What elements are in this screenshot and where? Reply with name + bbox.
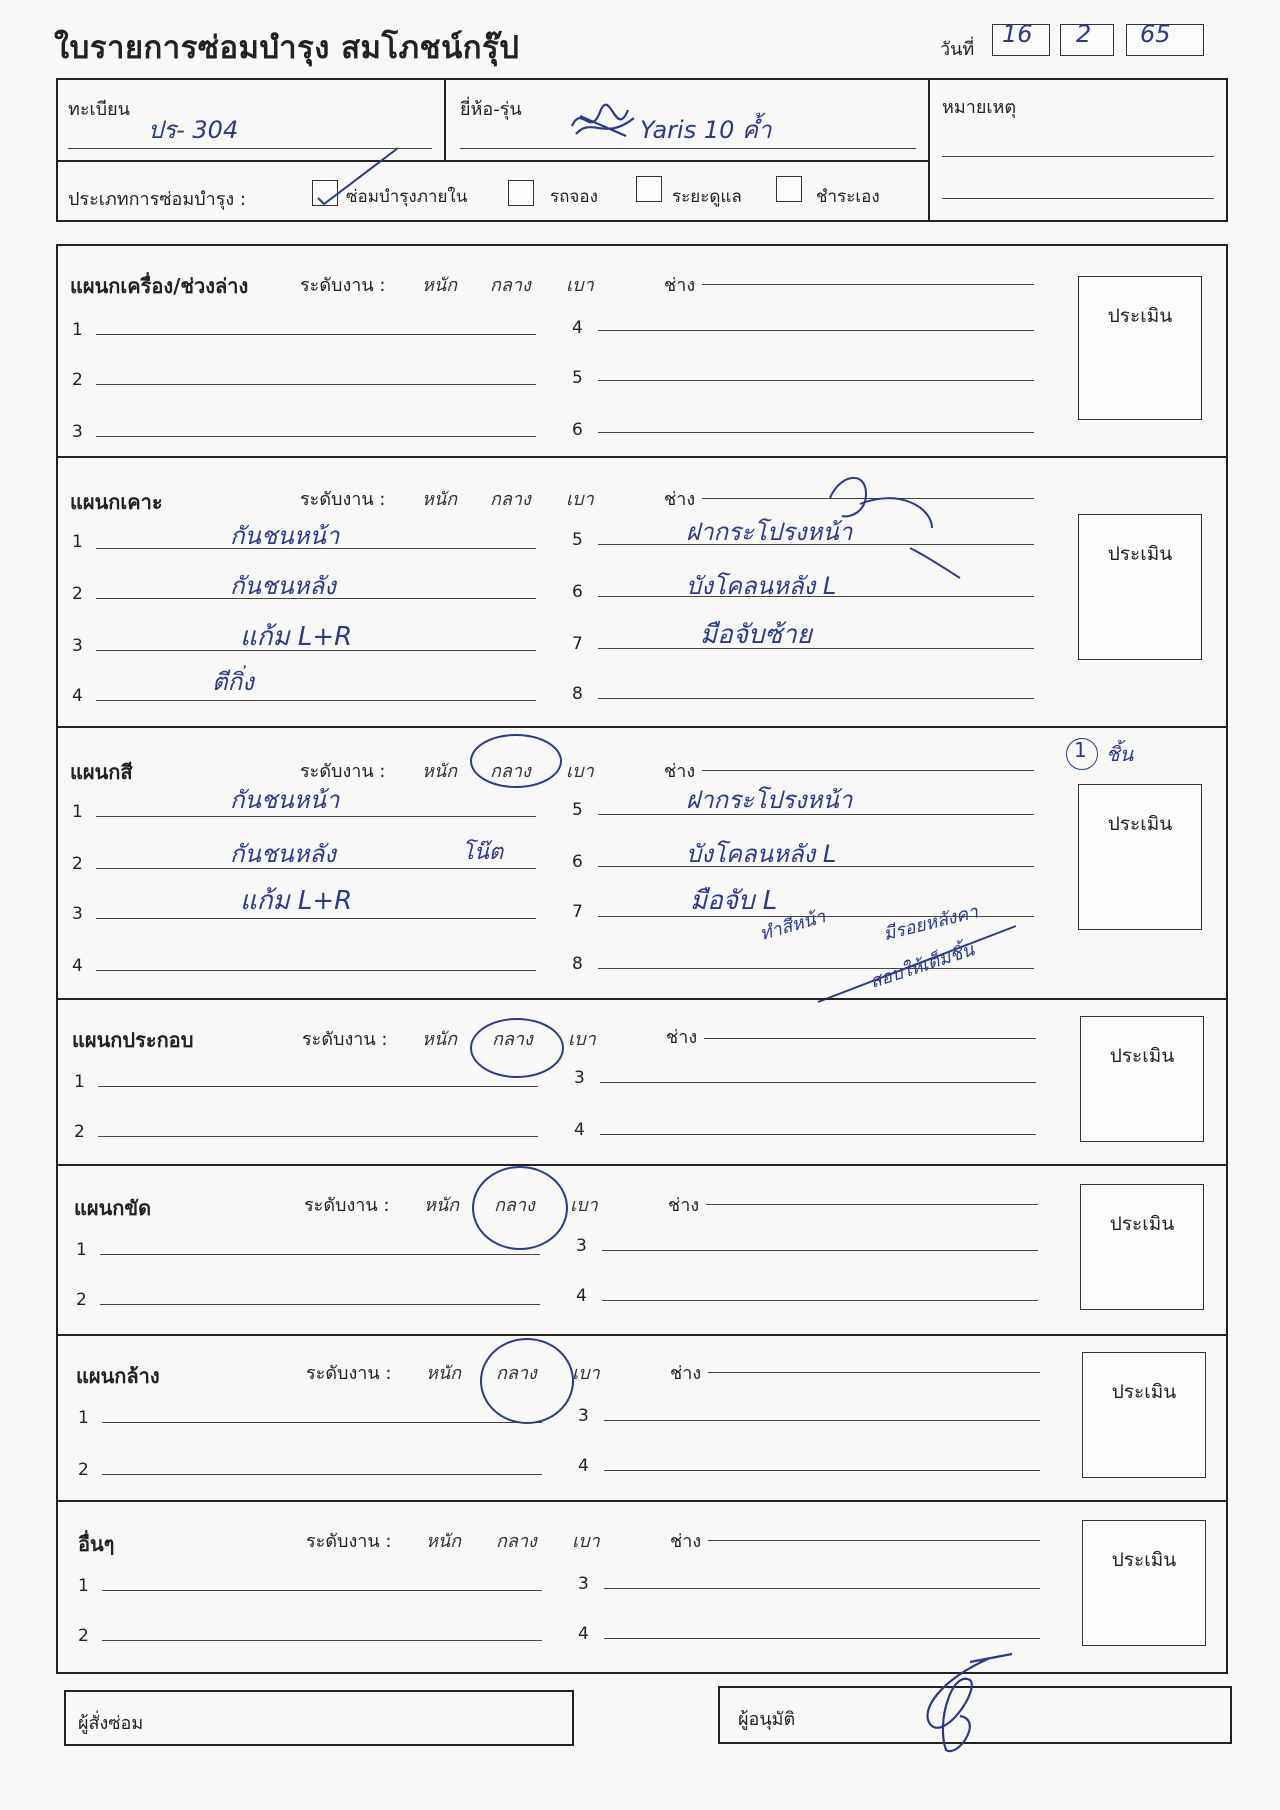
handwritten-entry: ตีกิ่ง bbox=[212, 668, 254, 696]
approver-label: ผู้อนุมัติ bbox=[738, 1709, 796, 1730]
row-line bbox=[598, 648, 1034, 649]
row-number: 2 bbox=[76, 1290, 87, 1310]
handwritten-entry: แก้ม L+R bbox=[240, 886, 353, 916]
eval-label: ประเมิน bbox=[1109, 1045, 1175, 1067]
level-medium: กลาง bbox=[496, 1363, 537, 1384]
eval-label: ประเมิน bbox=[1111, 1381, 1177, 1403]
repair-type-checkbox[interactable] bbox=[636, 176, 662, 202]
level-light: เบา bbox=[572, 1363, 600, 1384]
row-number: 4 bbox=[572, 318, 583, 338]
section-assembly-title: แผนกประกอบ bbox=[72, 1028, 194, 1052]
level-medium: กลาง bbox=[492, 1029, 533, 1050]
section-wash-title: แผนกล้าง bbox=[76, 1364, 160, 1388]
row-number: 2 bbox=[72, 854, 83, 874]
row-number: 3 bbox=[574, 1068, 585, 1088]
tech-label: ช่าง bbox=[664, 489, 696, 510]
row-line bbox=[96, 700, 536, 701]
diagonal-note: สอบให้เต็มชิ้น bbox=[867, 939, 977, 993]
handwritten-entry: มือจับ L bbox=[690, 886, 778, 916]
level-light: เบา bbox=[568, 1029, 596, 1050]
row-line bbox=[604, 1588, 1040, 1589]
remark-line bbox=[942, 156, 1214, 157]
remark-line bbox=[942, 198, 1214, 199]
tech-label: ช่าง bbox=[668, 1195, 700, 1216]
row-line bbox=[102, 1640, 542, 1641]
row-number: 6 bbox=[572, 852, 583, 872]
repair-type-checkbox[interactable] bbox=[776, 176, 802, 202]
handwritten-entry: กันชนหลัง bbox=[230, 840, 336, 868]
eval-box[interactable] bbox=[1080, 1184, 1204, 1310]
level-label: ระดับงาน : bbox=[300, 489, 386, 510]
row-line bbox=[602, 1300, 1038, 1301]
eval-label: ประเมิน bbox=[1109, 1213, 1175, 1235]
repair-type-label: ประเภทการซ่อมบำรุง : bbox=[68, 189, 246, 210]
row-line bbox=[96, 384, 536, 385]
tech-line bbox=[708, 1372, 1040, 1373]
row-number: 3 bbox=[578, 1574, 589, 1594]
row-line bbox=[96, 436, 536, 437]
eval-box[interactable] bbox=[1082, 1520, 1206, 1646]
row-line bbox=[100, 1304, 540, 1305]
handwritten-entry: ฝากระโปรงหน้า bbox=[686, 518, 853, 546]
row-number: 4 bbox=[72, 686, 83, 706]
row-line bbox=[100, 1254, 540, 1255]
brand-underline bbox=[460, 148, 916, 149]
row-number: 3 bbox=[72, 422, 83, 442]
level-medium-circle bbox=[470, 734, 562, 788]
row-line bbox=[96, 334, 536, 335]
date-day-value: 16 bbox=[1002, 20, 1033, 48]
row-number: 1 bbox=[72, 532, 83, 552]
section-divider bbox=[56, 1334, 1228, 1336]
level-label: ระดับงาน : bbox=[302, 1029, 388, 1050]
row-number: 1 bbox=[74, 1072, 85, 1092]
remark-label: หมายเหตุ bbox=[942, 97, 1017, 118]
level-heavy: หนัก bbox=[424, 1195, 460, 1216]
tech-label: ช่าง bbox=[666, 1027, 698, 1048]
diagonal-note: มีรอยหลังคา bbox=[881, 901, 981, 946]
row-line bbox=[604, 1638, 1040, 1639]
handwritten-entry: บังโคลนหลัง L bbox=[686, 840, 837, 868]
row-line bbox=[98, 1086, 538, 1087]
section-divider bbox=[56, 726, 1228, 728]
row-number: 5 bbox=[572, 800, 583, 820]
level-medium-circle bbox=[470, 1018, 564, 1078]
level-medium: กลาง bbox=[490, 275, 531, 296]
handwritten-entry: แก้ม L+R bbox=[240, 622, 353, 652]
tech-label: ช่าง bbox=[664, 275, 696, 296]
date-month-value: 2 bbox=[1076, 20, 1092, 48]
repair-type-option: รถจอง bbox=[550, 187, 598, 207]
handwritten-entry: บังโคลนหลัง L bbox=[686, 572, 837, 600]
row-line bbox=[598, 698, 1034, 699]
level-heavy: หนัก bbox=[422, 1029, 458, 1050]
tech-label: ช่าง bbox=[670, 1531, 702, 1552]
row-number: 8 bbox=[572, 684, 583, 704]
level-label: ระดับงาน : bbox=[306, 1531, 392, 1552]
row-number: 2 bbox=[78, 1460, 89, 1480]
level-label: ระดับงาน : bbox=[300, 275, 386, 296]
row-line bbox=[598, 330, 1034, 331]
tech-line bbox=[702, 770, 1034, 771]
handwriting-loop-mark bbox=[670, 468, 970, 608]
row-number: 1 bbox=[76, 1240, 87, 1260]
level-light: เบา bbox=[566, 489, 594, 510]
level-medium-circle bbox=[480, 1338, 574, 1424]
row-number: 3 bbox=[578, 1406, 589, 1426]
requester-label: ผู้สั่งซ่อม bbox=[78, 1713, 144, 1734]
repair-type-checkbox[interactable] bbox=[508, 180, 534, 206]
row-number: 1 bbox=[78, 1408, 89, 1428]
row-line bbox=[102, 1590, 542, 1591]
brand-value: Yaris 10 ค้ำ bbox=[640, 116, 772, 144]
reg-value: ปร- 304 bbox=[148, 116, 239, 144]
level-light: เบา bbox=[572, 1531, 600, 1552]
tech-label: ช่าง bbox=[670, 1363, 702, 1384]
row-number: 4 bbox=[578, 1624, 589, 1644]
row-number: 2 bbox=[72, 584, 83, 604]
row-line bbox=[102, 1474, 542, 1475]
level-medium: กลาง bbox=[494, 1195, 535, 1216]
eval-box[interactable] bbox=[1078, 784, 1202, 930]
row-line bbox=[598, 380, 1034, 381]
row-number: 8 bbox=[572, 954, 583, 974]
row-number: 4 bbox=[574, 1120, 585, 1140]
tech-line bbox=[702, 284, 1034, 285]
row-number: 5 bbox=[572, 368, 583, 388]
handwritten-entry: กันชนหลัง bbox=[230, 572, 336, 600]
row-number: 6 bbox=[572, 420, 583, 440]
level-heavy: หนัก bbox=[422, 275, 458, 296]
handwritten-entry: ฝากระโปรงหน้า bbox=[686, 786, 853, 814]
approver-signature bbox=[900, 1650, 1020, 1760]
row-number: 2 bbox=[72, 370, 83, 390]
eval-label: ประเมิน bbox=[1107, 543, 1173, 565]
level-heavy: หนัก bbox=[426, 1531, 462, 1552]
section-paint-title: แผนกสี bbox=[70, 760, 133, 784]
level-light: เบา bbox=[570, 1195, 598, 1216]
row-line bbox=[600, 1082, 1036, 1083]
form-title: ใบรายการซ่อมบำรุง สมโภชน์กรุ๊ป bbox=[54, 30, 520, 66]
level-heavy: หนัก bbox=[422, 489, 458, 510]
row-line bbox=[598, 432, 1034, 433]
handwritten-entry: กันชนหน้า bbox=[230, 786, 340, 814]
margin-note: โน๊ต bbox=[462, 840, 504, 865]
row-line bbox=[600, 1134, 1036, 1135]
section-divider bbox=[56, 998, 1228, 1000]
section-body-title: แผนกเคาะ bbox=[70, 490, 163, 514]
reg-label: ทะเบียน bbox=[68, 99, 130, 120]
count-number: 1 bbox=[1074, 738, 1087, 762]
eval-box[interactable] bbox=[1078, 514, 1202, 660]
row-number: 3 bbox=[72, 904, 83, 924]
section-divider bbox=[56, 1164, 1228, 1166]
repair-type-option: ซ่อมบำรุงภายใน bbox=[346, 187, 468, 207]
section-engine-title: แผนกเครื่อง/ช่วงล่าง bbox=[70, 274, 249, 298]
row-number: 3 bbox=[72, 636, 83, 656]
row-number: 2 bbox=[74, 1122, 85, 1142]
row-number: 7 bbox=[572, 902, 583, 922]
row-number: 5 bbox=[572, 530, 583, 550]
row-line bbox=[602, 1250, 1038, 1251]
level-medium: กลาง bbox=[490, 489, 531, 510]
row-number: 4 bbox=[578, 1456, 589, 1476]
eval-box[interactable] bbox=[1078, 276, 1202, 420]
repair-type-option: ระยะดูแล bbox=[672, 187, 742, 207]
divider bbox=[444, 78, 446, 160]
row-line bbox=[604, 1420, 1040, 1421]
row-line bbox=[96, 970, 536, 971]
row-number: 2 bbox=[78, 1626, 89, 1646]
row-number: 4 bbox=[72, 956, 83, 976]
section-polish-title: แผนกขัด bbox=[74, 1196, 152, 1220]
level-heavy: หนัก bbox=[426, 1363, 462, 1384]
row-number: 1 bbox=[72, 320, 83, 340]
section-divider bbox=[56, 456, 1228, 458]
row-line bbox=[102, 1422, 542, 1423]
tech-line bbox=[706, 1204, 1038, 1205]
level-light: เบา bbox=[566, 275, 594, 296]
row-number: 3 bbox=[576, 1236, 587, 1256]
handwritten-entry: กันชนหน้า bbox=[230, 522, 340, 550]
date-label: วันที่ bbox=[940, 39, 975, 60]
row-number: 1 bbox=[72, 802, 83, 822]
row-line bbox=[604, 1470, 1040, 1471]
tech-label: ช่าง bbox=[664, 761, 696, 782]
eval-box[interactable] bbox=[1082, 1352, 1206, 1478]
row-number: 6 bbox=[572, 582, 583, 602]
eval-label: ประเมิน bbox=[1111, 1549, 1177, 1571]
level-medium-circle bbox=[472, 1166, 568, 1250]
level-heavy: หนัก bbox=[422, 761, 458, 782]
tech-line bbox=[708, 1540, 1040, 1541]
level-label: ระดับงาน : bbox=[306, 1363, 392, 1384]
brand-label: ยี่ห้อ-รุ่น bbox=[460, 99, 522, 120]
date-year-value: 65 bbox=[1140, 20, 1171, 48]
diagonal-note: ทำสีหน้า bbox=[757, 906, 828, 945]
row-line bbox=[98, 1136, 538, 1137]
level-label: ระดับงาน : bbox=[300, 761, 386, 782]
eval-box[interactable] bbox=[1080, 1016, 1204, 1142]
eval-label: ประเมิน bbox=[1107, 305, 1173, 327]
level-medium: กลาง bbox=[496, 1531, 537, 1552]
count-suffix: ชิ้น bbox=[1106, 742, 1134, 766]
level-light: เบา bbox=[566, 761, 594, 782]
row-number: 1 bbox=[78, 1576, 89, 1596]
repair-type-option: ชำระเอง bbox=[816, 187, 880, 207]
level-medium: กลาง bbox=[490, 761, 531, 782]
eval-label: ประเมิน bbox=[1107, 813, 1173, 835]
handwritten-entry: มือจับซ้าย bbox=[700, 620, 812, 650]
section-other-title: อื่นๆ bbox=[78, 1532, 115, 1556]
scribble-mark bbox=[568, 96, 640, 148]
divider bbox=[928, 78, 930, 222]
section-divider bbox=[56, 1500, 1228, 1502]
row-number: 4 bbox=[576, 1286, 587, 1306]
divider bbox=[56, 160, 928, 162]
tech-line bbox=[704, 1038, 1036, 1039]
row-number: 7 bbox=[572, 634, 583, 654]
level-label: ระดับงาน : bbox=[304, 1195, 390, 1216]
